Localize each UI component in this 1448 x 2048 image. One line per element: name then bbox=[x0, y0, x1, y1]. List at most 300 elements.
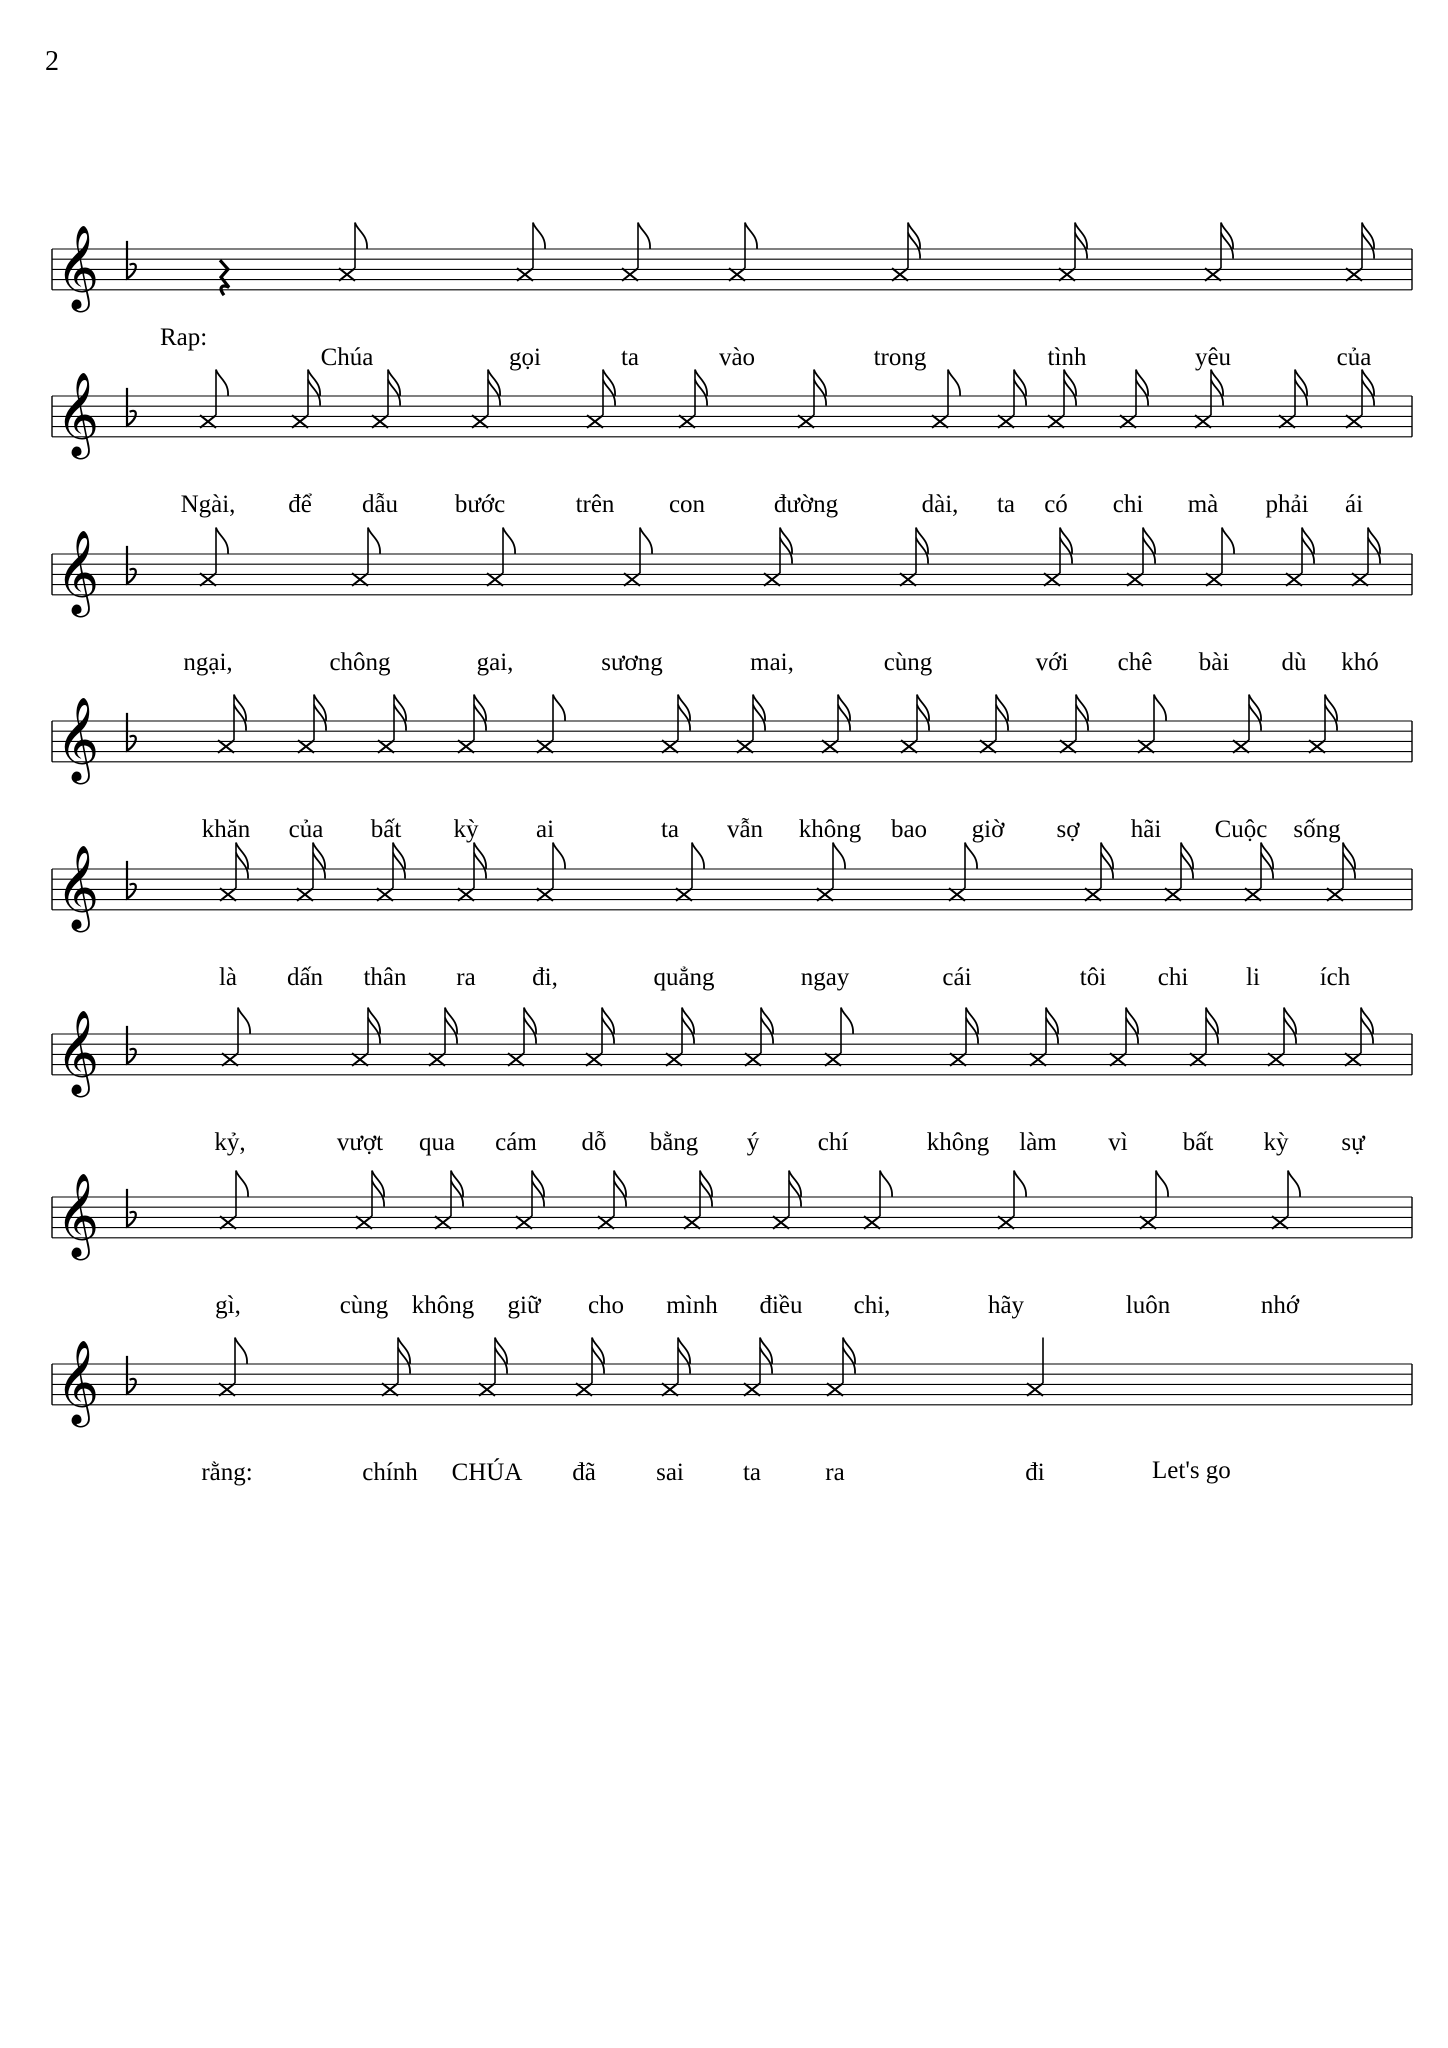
note bbox=[932, 370, 960, 428]
treble-clef-icon: 𝄞 bbox=[56, 844, 100, 930]
lyric-syllable: trong bbox=[873, 344, 927, 371]
x-notehead bbox=[662, 1383, 678, 1396]
lyric-syllable: dấn bbox=[286, 964, 324, 991]
note bbox=[773, 1171, 801, 1229]
note bbox=[729, 223, 757, 281]
note bbox=[662, 695, 690, 753]
x-notehead bbox=[901, 740, 917, 753]
x-notehead bbox=[950, 1053, 966, 1066]
lyric-syllable: thân bbox=[363, 964, 407, 991]
lyric-syllable: để bbox=[288, 491, 312, 518]
note bbox=[822, 695, 850, 753]
x-notehead bbox=[220, 888, 236, 901]
x-notehead bbox=[200, 415, 216, 428]
lyric-syllable: cùng bbox=[339, 1292, 389, 1319]
x-notehead bbox=[798, 415, 814, 428]
note bbox=[598, 1171, 626, 1229]
flag bbox=[1222, 528, 1234, 554]
flag bbox=[533, 223, 545, 249]
x-notehead bbox=[1205, 268, 1221, 281]
lyric-syllable: bước bbox=[454, 491, 506, 518]
x-notehead bbox=[220, 1216, 236, 1229]
note bbox=[1138, 695, 1166, 753]
note bbox=[745, 1008, 773, 1066]
note bbox=[1195, 370, 1223, 428]
note bbox=[980, 695, 1008, 753]
x-notehead bbox=[218, 740, 234, 753]
note bbox=[1345, 1008, 1373, 1066]
lyric-syllable: rằng: bbox=[201, 1459, 253, 1486]
lyric-syllable: Ngài, bbox=[180, 491, 236, 518]
lyric-syllable: có bbox=[1044, 491, 1068, 518]
x-notehead bbox=[764, 573, 780, 586]
lyric-syllable: với bbox=[1035, 649, 1069, 676]
lyric-syllable: khó bbox=[1341, 649, 1379, 676]
lyric-syllable: gọi bbox=[509, 344, 541, 371]
note bbox=[1044, 528, 1072, 586]
x-notehead bbox=[1195, 415, 1211, 428]
lyric-syllable: Chúa bbox=[320, 344, 374, 371]
x-notehead bbox=[1206, 573, 1222, 586]
lyric-syllable: ích bbox=[1319, 964, 1351, 991]
treble-clef-icon: 𝄞 bbox=[56, 1339, 100, 1425]
note bbox=[479, 1338, 507, 1396]
note bbox=[222, 1008, 250, 1066]
lyric-syllable: vào bbox=[718, 344, 756, 371]
x-notehead bbox=[666, 1053, 682, 1066]
x-notehead bbox=[1085, 888, 1101, 901]
staff-system-7 bbox=[52, 1171, 1412, 1320]
lyric-syllable: ái bbox=[1344, 491, 1364, 518]
note bbox=[1140, 1171, 1168, 1229]
note bbox=[1279, 370, 1307, 428]
x-notehead bbox=[1346, 415, 1362, 428]
lets-go-label: Let's go bbox=[1152, 1457, 1231, 1484]
lyric-syllable: bao bbox=[890, 816, 928, 843]
note bbox=[950, 1008, 978, 1066]
x-notehead bbox=[1060, 740, 1076, 753]
lyric-syllable: cái bbox=[942, 964, 972, 991]
flag bbox=[216, 370, 228, 396]
lyric-syllable: sương bbox=[601, 649, 663, 676]
lyric-syllable: ta bbox=[742, 1459, 762, 1486]
staff-system-3 bbox=[52, 528, 1412, 677]
flag bbox=[1014, 1171, 1026, 1197]
x-notehead bbox=[377, 888, 393, 901]
x-notehead bbox=[587, 415, 603, 428]
flag bbox=[948, 370, 960, 396]
x-notehead bbox=[1245, 888, 1261, 901]
flag bbox=[236, 1171, 248, 1197]
note bbox=[472, 370, 500, 428]
x-notehead bbox=[825, 1053, 841, 1066]
x-notehead bbox=[222, 1053, 238, 1066]
lyric-syllable: không bbox=[411, 1292, 475, 1319]
lyric-syllable: làm bbox=[1019, 1129, 1057, 1156]
x-notehead bbox=[1140, 1216, 1156, 1229]
x-notehead bbox=[356, 1216, 372, 1229]
lyric-syllable: dỗ bbox=[581, 1129, 607, 1156]
lyric-syllable: trên bbox=[575, 491, 615, 518]
x-notehead bbox=[1286, 573, 1302, 586]
note bbox=[901, 695, 929, 753]
x-notehead bbox=[508, 1053, 524, 1066]
flag bbox=[1288, 1171, 1300, 1197]
treble-clef-icon: 𝄞 bbox=[56, 1009, 100, 1095]
x-notehead bbox=[382, 1383, 398, 1396]
note bbox=[622, 223, 650, 281]
x-notehead bbox=[200, 573, 216, 586]
x-notehead bbox=[932, 415, 948, 428]
note bbox=[892, 223, 920, 281]
x-notehead bbox=[516, 1216, 532, 1229]
lyric-syllable: Cuộc bbox=[1214, 816, 1268, 843]
flag bbox=[692, 843, 704, 869]
x-notehead bbox=[662, 740, 678, 753]
note bbox=[587, 370, 615, 428]
note bbox=[1346, 223, 1374, 281]
x-notehead bbox=[892, 268, 908, 281]
note bbox=[744, 1338, 772, 1396]
note bbox=[798, 370, 826, 428]
x-notehead bbox=[900, 573, 916, 586]
x-notehead bbox=[472, 415, 488, 428]
lyric-syllable: tình bbox=[1047, 344, 1087, 371]
lyric-syllable: cám bbox=[495, 1129, 537, 1156]
note bbox=[1060, 695, 1088, 753]
note bbox=[1110, 1008, 1138, 1066]
lyric-syllable: chính bbox=[362, 1459, 418, 1486]
flag bbox=[745, 223, 757, 249]
x-notehead bbox=[586, 1053, 602, 1066]
note bbox=[339, 223, 367, 281]
lyric-syllable: chi bbox=[1112, 491, 1144, 518]
lyric-syllable: đi bbox=[1025, 1459, 1045, 1486]
lyric-syllable: ngay bbox=[800, 964, 850, 991]
flag bbox=[833, 843, 845, 869]
note bbox=[679, 370, 707, 428]
note bbox=[1309, 695, 1337, 753]
lyric-syllable: ta bbox=[996, 491, 1016, 518]
lyric-syllable: sai bbox=[656, 1459, 684, 1486]
note bbox=[1027, 1338, 1043, 1396]
treble-clef-icon: 𝄞 bbox=[56, 529, 100, 615]
note bbox=[1268, 1008, 1296, 1066]
lyric-syllable: bất bbox=[370, 816, 402, 843]
x-notehead bbox=[817, 888, 833, 901]
x-notehead bbox=[378, 740, 394, 753]
lyric-syllable: là bbox=[218, 964, 238, 991]
note bbox=[1059, 223, 1087, 281]
lyric-syllable: mình bbox=[666, 1292, 718, 1319]
x-notehead bbox=[676, 888, 692, 901]
x-notehead bbox=[624, 573, 640, 586]
x-notehead bbox=[827, 1383, 843, 1396]
x-notehead bbox=[537, 888, 553, 901]
lyric-syllable: hãy bbox=[987, 1292, 1025, 1319]
x-notehead bbox=[1138, 740, 1154, 753]
note bbox=[297, 843, 325, 901]
lyric-syllable: của bbox=[288, 816, 324, 843]
lyric-syllable: đi, bbox=[532, 964, 558, 991]
note bbox=[378, 695, 406, 753]
note bbox=[900, 528, 928, 586]
lyric-syllable: chông bbox=[329, 649, 391, 676]
lyric-syllable: luôn bbox=[1125, 1292, 1171, 1319]
x-notehead bbox=[1327, 888, 1343, 901]
x-notehead bbox=[1027, 1383, 1043, 1396]
note bbox=[1127, 528, 1155, 586]
note bbox=[537, 843, 565, 901]
note bbox=[1205, 223, 1233, 281]
lyric-syllable: quẳng bbox=[653, 964, 715, 991]
note bbox=[487, 528, 515, 586]
note bbox=[1190, 1008, 1218, 1066]
x-notehead bbox=[949, 888, 965, 901]
lyric-syllable: của bbox=[1336, 344, 1372, 371]
note bbox=[377, 843, 405, 901]
lyric-syllable: ý bbox=[746, 1129, 760, 1156]
note bbox=[382, 1338, 410, 1396]
x-notehead bbox=[298, 740, 314, 753]
note bbox=[737, 695, 765, 753]
lyric-syllable: CHÚA bbox=[451, 1459, 523, 1486]
x-notehead bbox=[1233, 740, 1249, 753]
lyric-syllable: gì, bbox=[215, 1292, 241, 1319]
x-notehead bbox=[1048, 415, 1064, 428]
lyric-syllable: con bbox=[668, 491, 706, 518]
lyric-syllable: không bbox=[926, 1129, 990, 1156]
staff-system-4 bbox=[52, 695, 1412, 844]
x-notehead bbox=[1272, 1216, 1288, 1229]
x-notehead bbox=[744, 1383, 760, 1396]
note bbox=[764, 528, 792, 586]
x-notehead bbox=[458, 740, 474, 753]
note bbox=[429, 1008, 457, 1066]
flag bbox=[880, 1171, 892, 1197]
x-notehead bbox=[998, 415, 1014, 428]
x-notehead bbox=[219, 1383, 235, 1396]
x-notehead bbox=[435, 1216, 451, 1229]
lyric-syllable: bài bbox=[1198, 649, 1230, 676]
x-notehead bbox=[1309, 740, 1325, 753]
lyric-syllable: ra bbox=[825, 1459, 845, 1486]
note bbox=[1286, 528, 1314, 586]
staff-system-6 bbox=[52, 1008, 1412, 1157]
staff-system-8 bbox=[52, 1338, 1412, 1487]
treble-clef-icon: 𝄞 bbox=[56, 696, 100, 782]
lyric-syllable: giờ bbox=[971, 816, 1005, 843]
staff-system-5 bbox=[52, 843, 1412, 992]
note bbox=[352, 528, 380, 586]
lyric-syllable: kỷ, bbox=[214, 1129, 246, 1156]
x-notehead bbox=[729, 268, 745, 281]
lyric-syllable: dài, bbox=[921, 491, 959, 518]
x-notehead bbox=[598, 1216, 614, 1229]
lyric-syllable: phải bbox=[1265, 491, 1309, 518]
note bbox=[1120, 370, 1148, 428]
lyric-syllable: dẫu bbox=[361, 491, 399, 518]
lyric-syllable: sự bbox=[1341, 1129, 1365, 1156]
x-notehead bbox=[864, 1216, 880, 1229]
note bbox=[1272, 1171, 1300, 1229]
note bbox=[998, 1171, 1026, 1229]
lyric-syllable: chi bbox=[1157, 964, 1189, 991]
lyric-syllable: li bbox=[1246, 964, 1260, 991]
lyric-syllable: đã bbox=[572, 1459, 596, 1486]
x-notehead bbox=[1345, 1053, 1361, 1066]
flag bbox=[640, 528, 652, 554]
note bbox=[1048, 370, 1076, 428]
note bbox=[1245, 843, 1273, 901]
x-notehead bbox=[487, 573, 503, 586]
lyric-syllable: điều bbox=[759, 1292, 803, 1319]
lyric-syllable: yêu bbox=[1194, 344, 1232, 371]
lyric-syllable: nhớ bbox=[1260, 1292, 1300, 1319]
note bbox=[1165, 843, 1193, 901]
lyric-syllable: hãi bbox=[1130, 816, 1162, 843]
note bbox=[684, 1171, 712, 1229]
x-notehead bbox=[1268, 1053, 1284, 1066]
x-notehead bbox=[429, 1053, 445, 1066]
x-notehead bbox=[352, 1053, 368, 1066]
flag bbox=[1156, 1171, 1168, 1197]
x-notehead bbox=[1059, 268, 1075, 281]
x-notehead bbox=[679, 415, 695, 428]
x-notehead bbox=[1127, 573, 1143, 586]
flag bbox=[1154, 695, 1166, 721]
x-notehead bbox=[737, 740, 753, 753]
note bbox=[458, 695, 486, 753]
x-notehead bbox=[1044, 573, 1060, 586]
note bbox=[817, 843, 845, 901]
x-notehead bbox=[339, 268, 355, 281]
x-notehead bbox=[998, 1216, 1014, 1229]
lyric-syllable: gai, bbox=[476, 649, 514, 676]
note bbox=[537, 695, 565, 753]
note bbox=[998, 370, 1026, 428]
note bbox=[1352, 528, 1380, 586]
x-notehead bbox=[372, 415, 388, 428]
lyric-syllable: ta bbox=[660, 816, 680, 843]
note bbox=[586, 1008, 614, 1066]
note bbox=[576, 1338, 604, 1396]
x-notehead bbox=[684, 1216, 700, 1229]
flag bbox=[368, 528, 380, 554]
lyric-syllable: sống bbox=[1293, 816, 1341, 843]
note bbox=[827, 1338, 855, 1396]
note bbox=[864, 1171, 892, 1229]
lyric-syllable: chi, bbox=[853, 1292, 891, 1319]
lyric-syllable: chê bbox=[1117, 649, 1153, 676]
lyric-syllable: cho bbox=[587, 1292, 625, 1319]
x-notehead bbox=[1346, 268, 1362, 281]
flag bbox=[355, 223, 367, 249]
lyric-syllable: không bbox=[798, 816, 862, 843]
note bbox=[435, 1171, 463, 1229]
x-notehead bbox=[1110, 1053, 1126, 1066]
x-notehead bbox=[537, 740, 553, 753]
x-notehead bbox=[517, 268, 533, 281]
flag bbox=[965, 843, 977, 869]
lyric-syllable: dù bbox=[1281, 649, 1307, 676]
treble-clef-icon: 𝄞 bbox=[56, 224, 100, 310]
note bbox=[356, 1171, 384, 1229]
note bbox=[372, 370, 400, 428]
lyric-syllable: đường bbox=[773, 491, 839, 518]
note bbox=[949, 843, 977, 901]
flag bbox=[553, 843, 565, 869]
note bbox=[1206, 528, 1234, 586]
note bbox=[508, 1008, 536, 1066]
flag bbox=[238, 1008, 250, 1034]
x-notehead bbox=[297, 888, 313, 901]
x-notehead bbox=[1030, 1053, 1046, 1066]
lyric-syllable: ta bbox=[620, 344, 640, 371]
lyric-syllable: chí bbox=[817, 1129, 849, 1156]
note bbox=[352, 1008, 380, 1066]
x-notehead bbox=[292, 415, 308, 428]
rap-label: Rap: bbox=[160, 324, 208, 351]
flag bbox=[503, 528, 515, 554]
lyric-syllable: ai bbox=[535, 816, 555, 843]
treble-clef-icon: 𝄞 bbox=[56, 1172, 100, 1258]
note bbox=[298, 695, 326, 753]
flag bbox=[216, 528, 228, 554]
staff-system-1 bbox=[52, 223, 1412, 372]
note bbox=[200, 528, 228, 586]
note bbox=[292, 370, 320, 428]
x-notehead bbox=[773, 1216, 789, 1229]
note bbox=[825, 1008, 853, 1066]
lyric-syllable: kỳ bbox=[453, 816, 479, 843]
x-notehead bbox=[1165, 888, 1181, 901]
lyric-syllable: vì bbox=[1108, 1129, 1128, 1156]
note bbox=[218, 695, 246, 753]
x-notehead bbox=[745, 1053, 761, 1066]
note bbox=[220, 843, 248, 901]
x-notehead bbox=[1120, 415, 1136, 428]
note bbox=[1346, 370, 1374, 428]
note bbox=[516, 1171, 544, 1229]
lyric-syllable: ngại, bbox=[183, 649, 233, 676]
note bbox=[458, 843, 486, 901]
x-notehead bbox=[479, 1383, 495, 1396]
x-notehead bbox=[1352, 573, 1368, 586]
staff-system-2 bbox=[52, 370, 1412, 519]
note bbox=[1085, 843, 1113, 901]
note bbox=[662, 1338, 690, 1396]
x-notehead bbox=[576, 1383, 592, 1396]
lyric-syllable: bằng bbox=[649, 1129, 699, 1156]
note bbox=[219, 1338, 247, 1396]
x-notehead bbox=[1279, 415, 1295, 428]
lyric-syllable: bất bbox=[1182, 1129, 1214, 1156]
lyric-syllable: khăn bbox=[201, 816, 251, 843]
flag bbox=[841, 1008, 853, 1034]
lyric-syllable: cùng bbox=[883, 649, 933, 676]
note bbox=[676, 843, 704, 901]
x-notehead bbox=[1190, 1053, 1206, 1066]
lyric-syllable: ra bbox=[456, 964, 476, 991]
lyric-syllable: sợ bbox=[1056, 816, 1080, 843]
flag bbox=[553, 695, 565, 721]
lyric-syllable: mai, bbox=[750, 649, 794, 676]
note bbox=[517, 223, 545, 281]
note bbox=[1327, 843, 1355, 901]
x-notehead bbox=[352, 573, 368, 586]
lyric-syllable: tôi bbox=[1079, 964, 1107, 991]
